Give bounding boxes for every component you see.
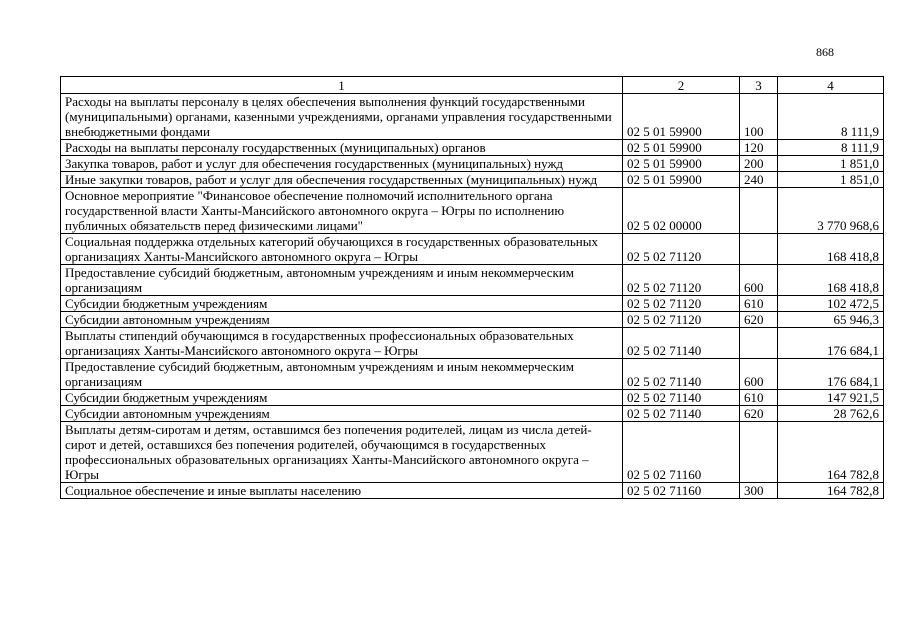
table-row bbox=[61, 406, 884, 422]
row-amount-cell: 1 851,0 bbox=[778, 172, 884, 188]
row-name-cell: Расходы на выплаты персоналу в целях обеспечения выполнения функций государственными (муниципальными) органами, казенными учреждениями, органами управления государственными внебюджетными фондами bbox=[61, 94, 623, 140]
header-col-1: 1 bbox=[61, 77, 623, 94]
row-code-cell: 02 5 02 71140 bbox=[623, 328, 740, 359]
header-col-2: 2 bbox=[623, 77, 740, 94]
table-row bbox=[61, 265, 884, 296]
row-code-cell: 02 5 02 71160 bbox=[623, 483, 740, 499]
row-amount-cell: 8 111,9 bbox=[778, 140, 884, 156]
row-type-cell bbox=[740, 234, 778, 265]
row-type-cell: 610 bbox=[740, 296, 778, 312]
table-row bbox=[61, 94, 884, 140]
table-row bbox=[61, 390, 884, 406]
row-amount-cell: 176 684,1 bbox=[778, 328, 884, 359]
row-type-cell: 600 bbox=[740, 265, 778, 296]
row-code-cell: 02 5 02 71140 bbox=[623, 359, 740, 390]
row-code-cell: 02 5 02 71120 bbox=[623, 265, 740, 296]
row-code-cell: 02 5 01 59900 bbox=[623, 172, 740, 188]
table-row bbox=[61, 234, 884, 265]
row-code-cell: 02 5 02 71140 bbox=[623, 390, 740, 406]
row-amount-cell: 102 472,5 bbox=[778, 296, 884, 312]
row-name-cell: Субсидии автономным учреждениям bbox=[61, 406, 623, 422]
budget-table bbox=[60, 76, 884, 499]
row-type-cell: 100 bbox=[740, 94, 778, 140]
row-name-cell: Расходы на выплаты персоналу государственных (муниципальных) органов bbox=[61, 140, 623, 156]
row-type-cell: 300 bbox=[740, 483, 778, 499]
row-amount-cell: 176 684,1 bbox=[778, 359, 884, 390]
row-amount-cell: 164 782,8 bbox=[778, 483, 884, 499]
table-row bbox=[61, 312, 884, 328]
row-code-cell: 02 5 02 71120 bbox=[623, 234, 740, 265]
table-row bbox=[61, 172, 884, 188]
row-amount-cell: 168 418,8 bbox=[778, 265, 884, 296]
table-row bbox=[61, 188, 884, 234]
row-type-cell: 600 bbox=[740, 359, 778, 390]
row-amount-cell: 168 418,8 bbox=[778, 234, 884, 265]
row-type-cell: 620 bbox=[740, 312, 778, 328]
table-row bbox=[61, 359, 884, 390]
table-row bbox=[61, 328, 884, 359]
row-type-cell: 610 bbox=[740, 390, 778, 406]
row-type-cell bbox=[740, 422, 778, 483]
row-code-cell: 02 5 01 59900 bbox=[623, 94, 740, 140]
row-code-cell: 02 5 01 59900 bbox=[623, 156, 740, 172]
row-amount-cell: 1 851,0 bbox=[778, 156, 884, 172]
row-type-cell: 240 bbox=[740, 172, 778, 188]
row-type-cell bbox=[740, 328, 778, 359]
row-code-cell: 02 5 01 59900 bbox=[623, 140, 740, 156]
row-name-cell: Субсидии бюджетным учреждениям bbox=[61, 390, 623, 406]
row-name-cell: Социальное обеспечение и иные выплаты населению bbox=[61, 483, 623, 499]
row-amount-cell: 147 921,5 bbox=[778, 390, 884, 406]
table-row bbox=[61, 422, 884, 483]
row-name-cell: Социальная поддержка отдельных категорий обучающихся в государственных образовательных организациях Ханты-Мансийского автономного округа – Югры bbox=[61, 234, 623, 265]
table-body bbox=[61, 94, 884, 499]
row-name-cell: Субсидии автономным учреждениям bbox=[61, 312, 623, 328]
row-code-cell: 02 5 02 71160 bbox=[623, 422, 740, 483]
row-type-cell: 120 bbox=[740, 140, 778, 156]
row-name-cell: Основное мероприятие "Финансовое обеспечение полномочий исполнительного органа государственной власти Ханты-Мансийского автономного округа – Югры по исполнению публичных обязательств перед физическими лицами" bbox=[61, 188, 623, 234]
page-number: 868 bbox=[816, 45, 834, 59]
row-code-cell: 02 5 02 71120 bbox=[623, 296, 740, 312]
row-name-cell: Предоставление субсидий бюджетным, автономным учреждениям и иным некоммерческим организациям bbox=[61, 265, 623, 296]
row-name-cell: Выплаты детям-сиротам и детям, оставшимся без попечения родителей, лицам из числа детей-сирот и детей, оставшихся без попечения родителей, обучающимся в государственных профессиональных образовательных организациях Ханты-Мансийского автономного округа – Югры bbox=[61, 422, 623, 483]
row-amount-cell: 8 111,9 bbox=[778, 94, 884, 140]
table-row bbox=[61, 140, 884, 156]
row-amount-cell: 65 946,3 bbox=[778, 312, 884, 328]
row-name-cell: Закупка товаров, работ и услуг для обеспечения государственных (муниципальных) нужд bbox=[61, 156, 623, 172]
table-row bbox=[61, 296, 884, 312]
row-amount-cell: 164 782,8 bbox=[778, 422, 884, 483]
row-type-cell bbox=[740, 188, 778, 234]
row-type-cell: 200 bbox=[740, 156, 778, 172]
row-name-cell: Субсидии бюджетным учреждениям bbox=[61, 296, 623, 312]
row-name-cell: Иные закупки товаров, работ и услуг для обеспечения государственных (муниципальных) нужд bbox=[61, 172, 623, 188]
table-header-row bbox=[61, 77, 884, 94]
row-name-cell: Выплаты стипендий обучающимся в государственных профессиональных образовательных организациях Ханты-Мансийского автономного округа – Югры bbox=[61, 328, 623, 359]
row-code-cell: 02 5 02 00000 bbox=[623, 188, 740, 234]
row-amount-cell: 3 770 968,6 bbox=[778, 188, 884, 234]
row-type-cell: 620 bbox=[740, 406, 778, 422]
row-amount-cell: 28 762,6 bbox=[778, 406, 884, 422]
header-col-4: 4 bbox=[778, 77, 884, 94]
header-col-3: 3 bbox=[740, 77, 778, 94]
table-row bbox=[61, 156, 884, 172]
row-code-cell: 02 5 02 71120 bbox=[623, 312, 740, 328]
table-row bbox=[61, 483, 884, 499]
row-code-cell: 02 5 02 71140 bbox=[623, 406, 740, 422]
row-name-cell: Предоставление субсидий бюджетным, автономным учреждениям и иным некоммерческим организациям bbox=[61, 359, 623, 390]
